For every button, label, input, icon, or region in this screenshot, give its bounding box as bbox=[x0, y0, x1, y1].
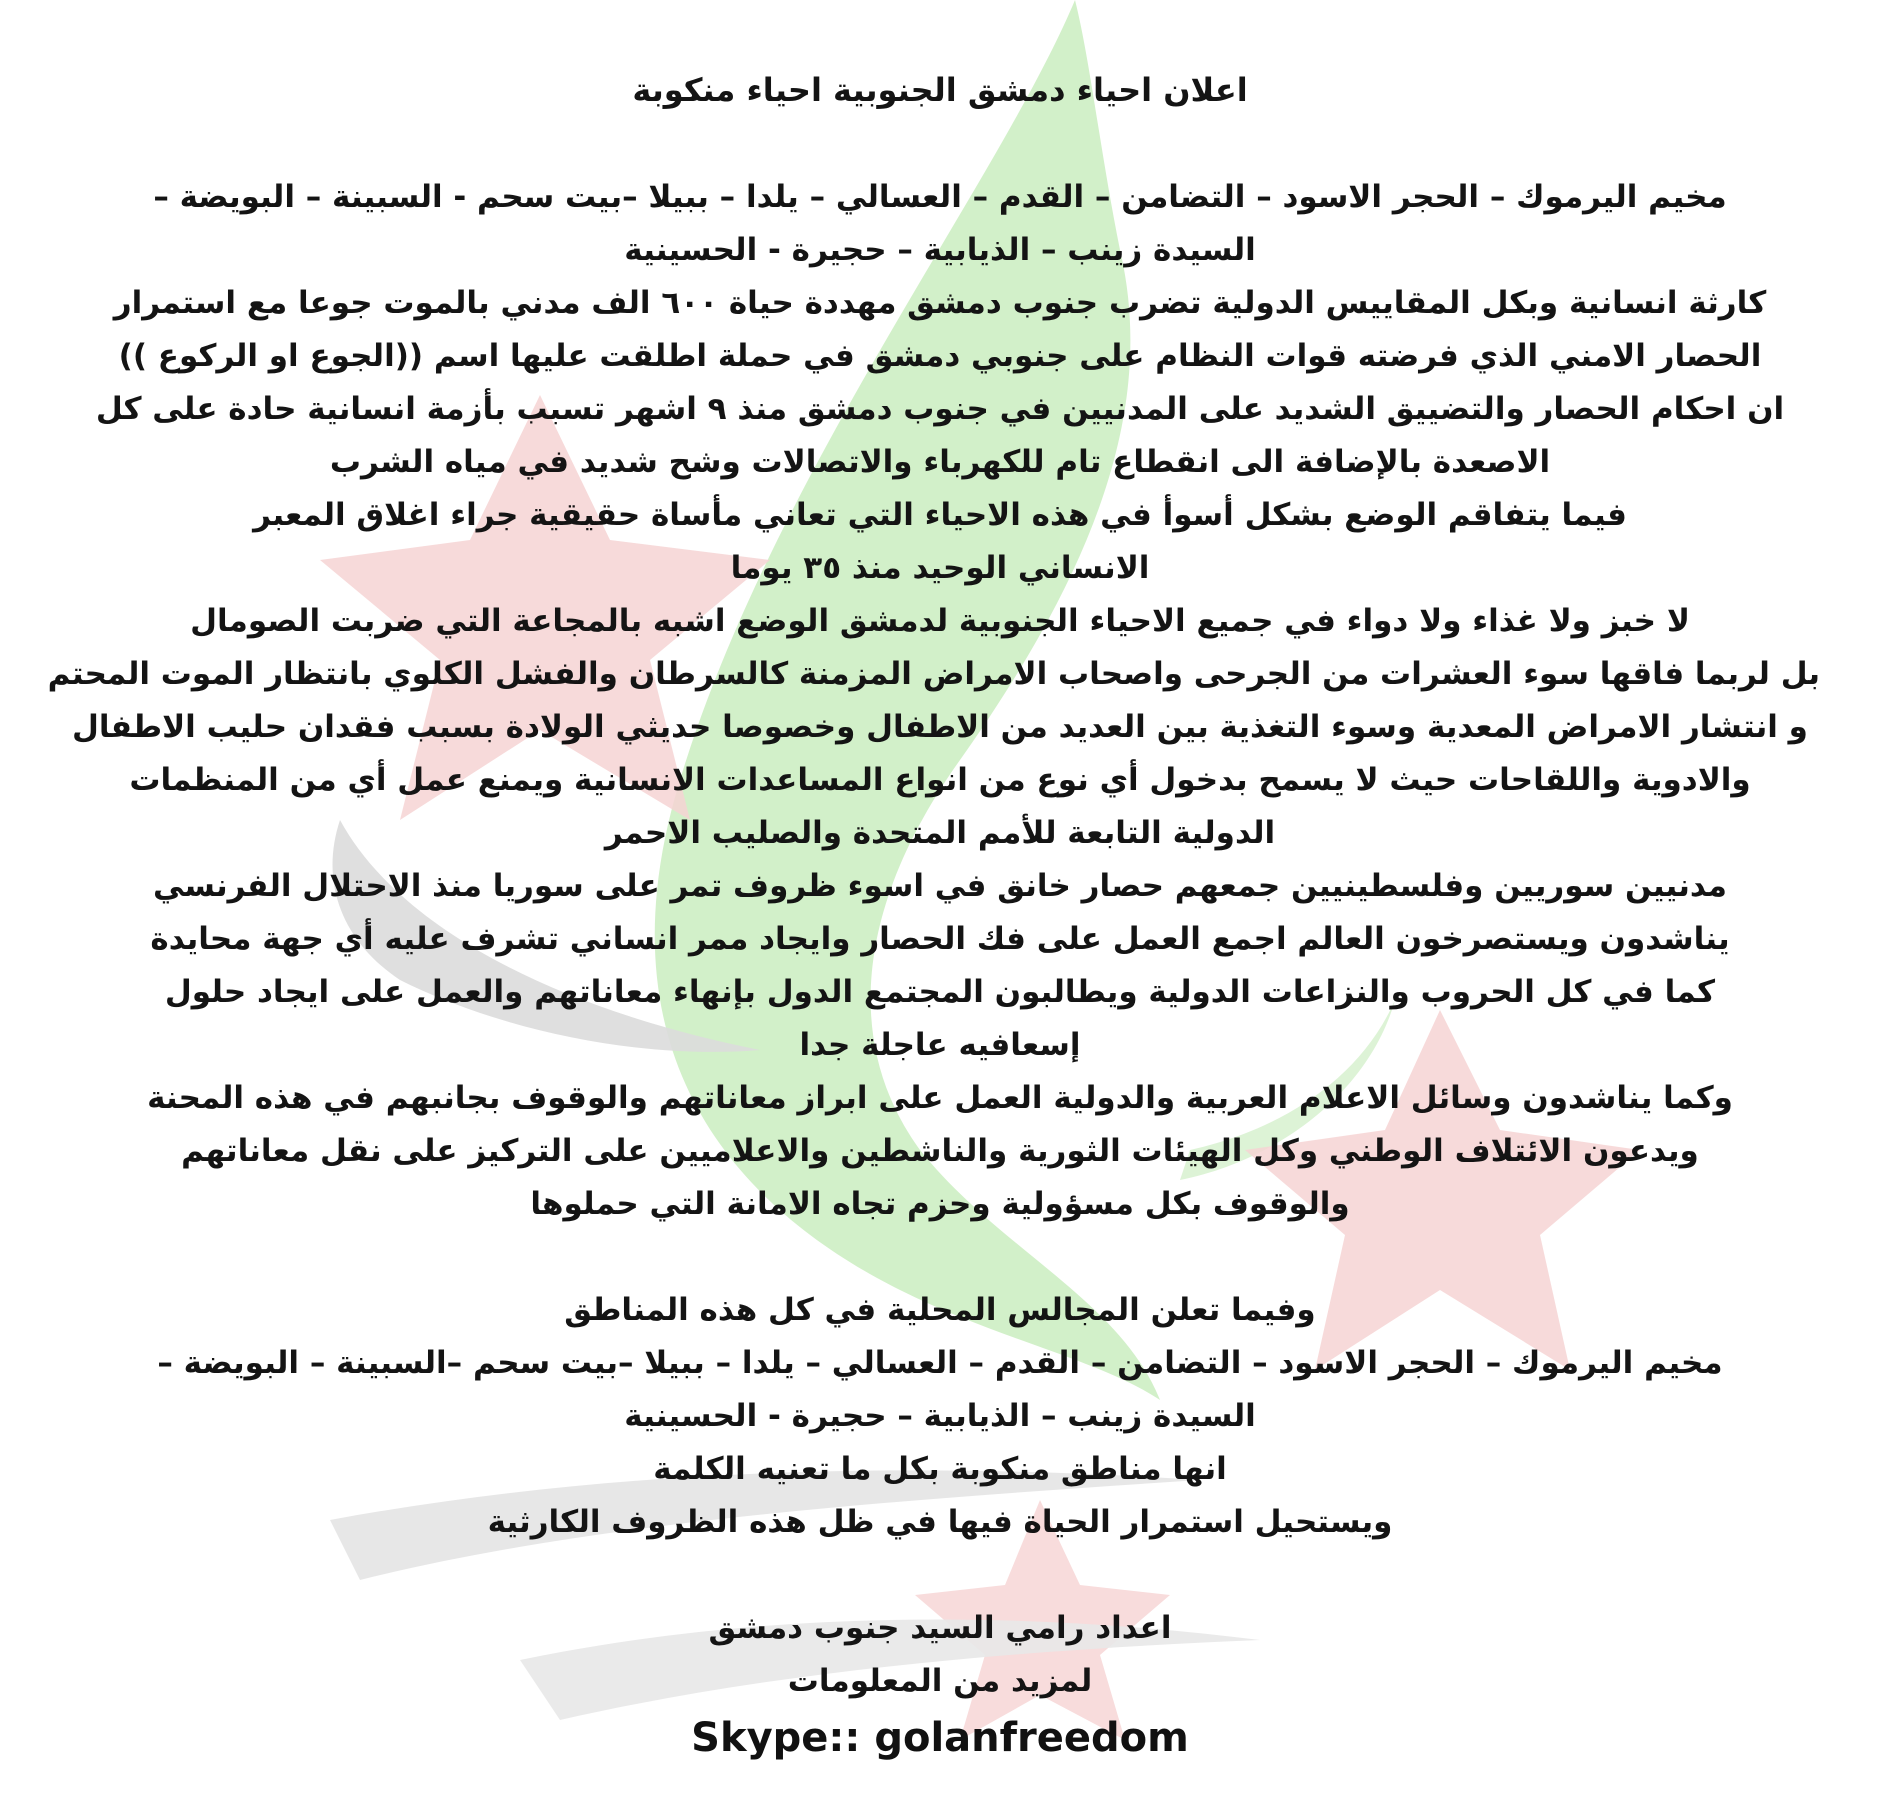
body-line: الحصار الامني الذي فرضته قوات النظام على جنوبي دمشق في حملة اطلقت عليها اسم ((الجوع او الركوع )) bbox=[118, 338, 1762, 374]
areas-line: السيدة زينب – الذيابية – حجيرة - الحسينية bbox=[624, 1398, 1256, 1434]
body-line: إسعافيه عاجلة جدا bbox=[799, 1027, 1081, 1063]
body-line: والوقوف بكل مسؤولية وحزم تجاه الامانة التي حملوها bbox=[530, 1186, 1350, 1222]
body-line: ان احكام الحصار والتضييق الشديد على المدنيين في جنوب دمشق منذ ٩ اشهر تسبب بأزمة انسانية حادة على كل bbox=[95, 391, 1785, 427]
areas-line: السيدة زينب – الذيابية – حجيرة - الحسينية bbox=[624, 232, 1256, 268]
body-line: الدولية التابعة للأمم المتحدة والصليب الاحمر bbox=[604, 815, 1276, 851]
body-line: بل لربما فاقها سوء العشرات من الجرحى واصحاب الامراض المزمنة كالسرطان والفشل الكلوي بانتظار الموت المحتم bbox=[47, 656, 1820, 692]
conclusion-line: انها مناطق منكوبة بكل ما تعنيه الكلمة bbox=[653, 1451, 1227, 1487]
body-line: كارثة انسانية وبكل المقاييس الدولية تضرب جنوب دمشق مهددة حياة ٦٠٠ الف مدني بالموت جوعا مع استمرار bbox=[113, 285, 1767, 321]
body-line: ويدعون الائتلاف الوطني وكل الهيئات الثورية والناشطين والاعلاميين على التركيز على نقل معاناتهم bbox=[181, 1133, 1699, 1169]
body-line: الانساني الوحيد منذ ٣٥ يوما bbox=[730, 550, 1150, 586]
body-line: لا خبز ولا غذاء ولا دواء في جميع الاحياء الجنوبية لدمشق الوضع اشبه بالمجاعة التي ضربت الصومال bbox=[190, 603, 1690, 639]
areas-line: مخيم اليرموك – الحجر الاسود – التضامن – القدم – العسالي – يلدا – ببيلا –بيت سحم –السبينة – البويضة – bbox=[157, 1345, 1723, 1381]
areas-line: مخيم اليرموك – الحجر الاسود – التضامن – القدم – العسالي – يلدا – ببيلا –بيت سحم - السبينة – البويضة – bbox=[153, 179, 1727, 215]
signature-line: اعداد رامي السيد جنوب دمشق bbox=[708, 1610, 1172, 1646]
announce-line: وفيما تعلن المجالس المحلية في كل هذه المناطق bbox=[564, 1292, 1316, 1328]
body-line: و انتشار الامراض المعدية وسوء التغذية بين العديد من الاطفال وخصوصا حديثي الولادة بسبب فقدان حليب الاطفال bbox=[72, 709, 1808, 745]
body-line: الاصعدة بالإضافة الى انقطاع تام للكهرباء والاتصالات وشح شديد في مياه الشرب bbox=[329, 444, 1551, 480]
document-title: اعلان احياء دمشق الجنوبية احياء منكوبة bbox=[632, 71, 1248, 109]
body-line: مدنيين سوريين وفلسطينيين جمعهم حصار خانق في اسوء ظروف تمر على سوريا منذ الاحتلال الفرنسي bbox=[153, 868, 1727, 904]
signature-line: لمزيد من المعلومات bbox=[787, 1663, 1093, 1699]
skype-contact: Skype:: golanfreedom bbox=[691, 1715, 1189, 1761]
body-line: يناشدون ويستصرخون العالم اجمع العمل على فك الحصار وايجاد ممر انساني تشرف عليه أي جهة محايدة bbox=[150, 921, 1730, 957]
conclusion-line: ويستحيل استمرار الحياة فيها في ظل هذه الظروف الكارثية bbox=[487, 1504, 1393, 1540]
body-line: والادوية واللقاحات حيث لا يسمح بدخول أي نوع من انواع المساعدات الانسانية ويمنع عمل أي من المنظمات bbox=[129, 762, 1751, 798]
body-line: كما في كل الحروب والنزاعات الدولية ويطالبون المجتمع الدول بإنهاء معاناتهم والعمل على ايجاد حلول bbox=[164, 974, 1716, 1010]
body-line: وكما يناشدون وسائل الاعلام العربية والدولية العمل على ابراز معاناتهم والوقوف بجانبهم في هذه المحنة bbox=[147, 1080, 1733, 1116]
body-line: فيما يتفاقم الوضع بشكل أسوأ في هذه الاحياء التي تعاني مأساة حقيقية جراء اغلاق المعبر bbox=[253, 497, 1627, 533]
